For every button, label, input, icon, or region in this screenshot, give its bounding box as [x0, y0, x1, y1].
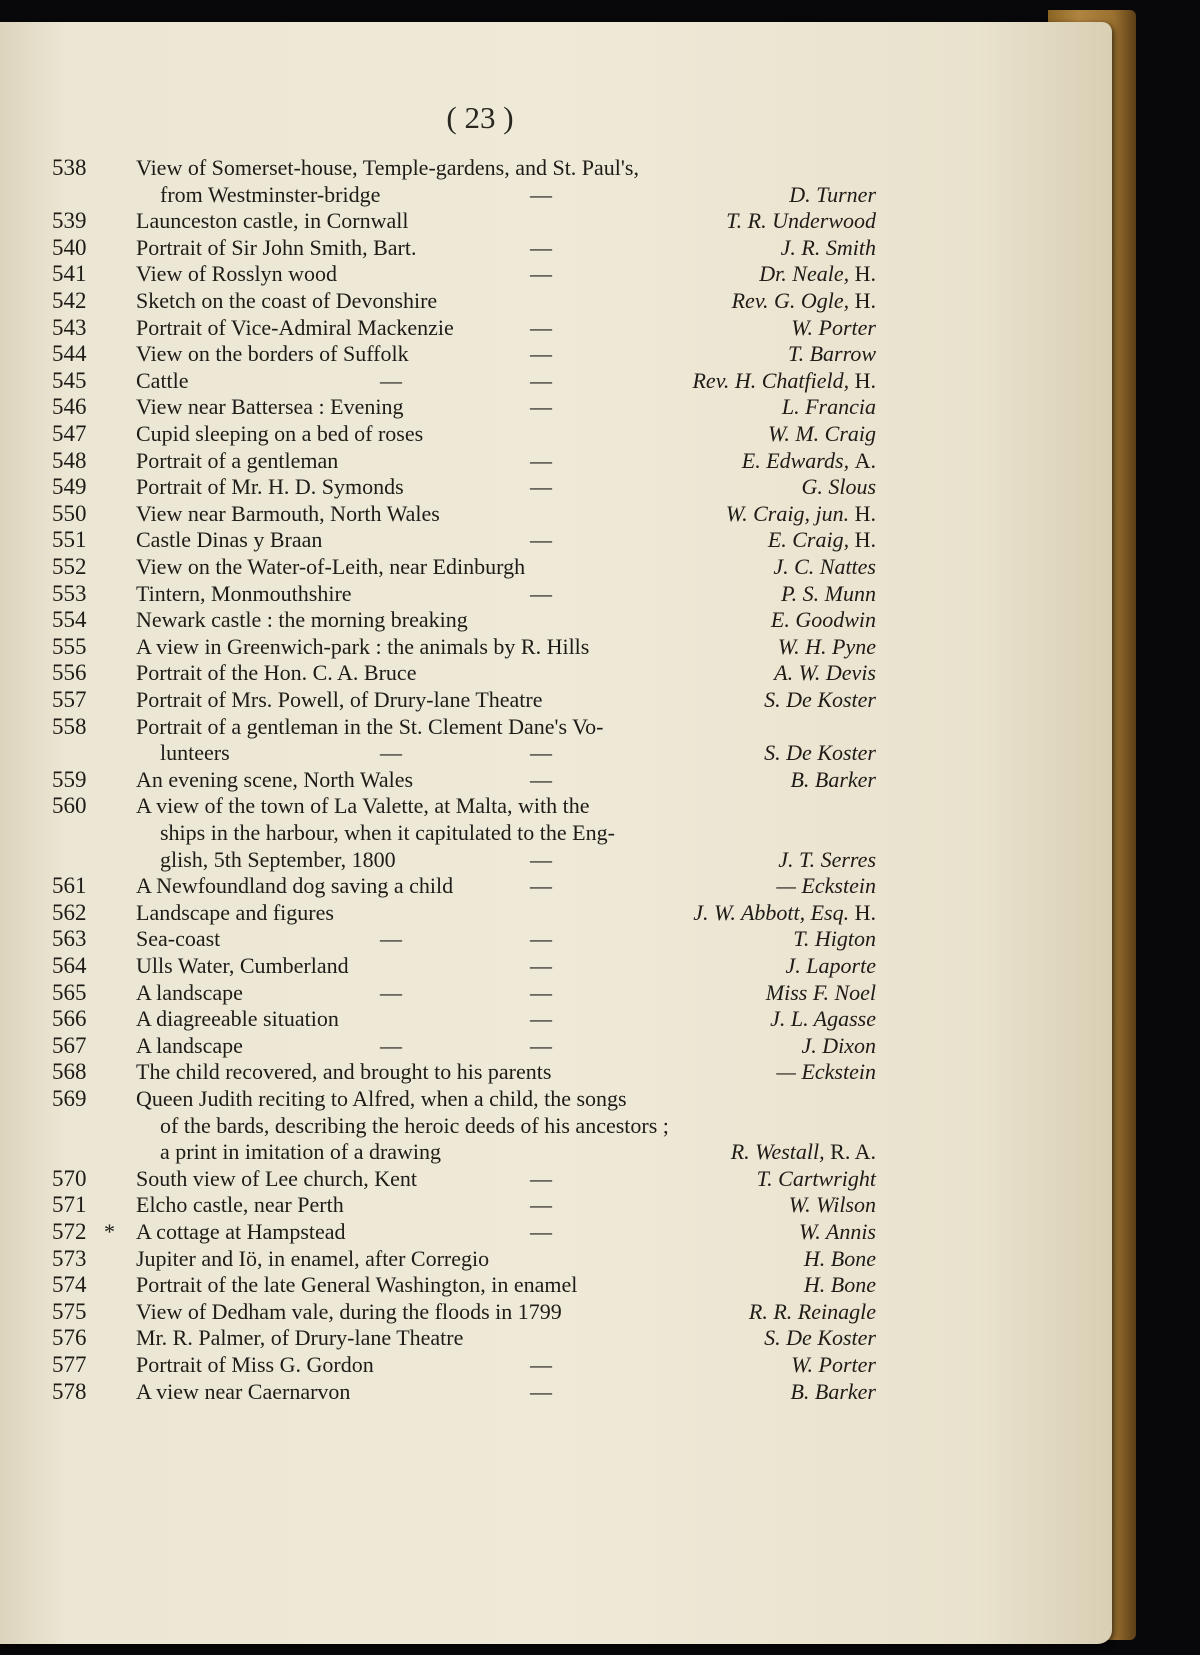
artist-name: W. Craig, jun.: [725, 500, 850, 526]
artist-name: S. De Koster: [764, 740, 876, 766]
catalogue-entry: [0, 526, 1112, 553]
entry-dash: —: [530, 394, 552, 420]
entry-number: 551: [52, 527, 87, 553]
entry-dash: —: [530, 474, 552, 500]
entry-artist: [774, 659, 876, 687]
artist-name: W. M. Craig: [768, 421, 876, 446]
entry-artist: [773, 553, 876, 581]
entry-artist: [789, 181, 876, 209]
catalogue-entry: [0, 633, 1112, 660]
entry-number: 556: [52, 660, 87, 686]
entry-title: View of Dedham vale, during the floods in 1799: [136, 1298, 562, 1324]
entry-title: Castle Dinas y Braan: [136, 527, 323, 553]
entry-dash: —: [530, 1032, 552, 1058]
catalogue-entry: [0, 1298, 1112, 1325]
entry-number: 572: [52, 1219, 87, 1244]
entry-title: A cottage at Hampstead: [136, 1219, 346, 1244]
catalogue-entry: [0, 473, 1112, 500]
entry-artist: [781, 580, 876, 608]
entry-artist: [801, 1032, 876, 1060]
entry-artist: [791, 1351, 876, 1379]
entry-title: An evening scene, North Wales: [136, 766, 414, 792]
entry-artist: [786, 952, 876, 980]
artist-honour: H.: [854, 527, 876, 553]
artist-name: W. Porter: [791, 314, 876, 340]
artist-name: R. R. Reinagle: [748, 1298, 876, 1324]
entry-dash: —: [530, 1352, 552, 1377]
catalogue-entry: [0, 500, 1112, 527]
entry-dash: —: [530, 953, 552, 978]
catalogue-entry: [0, 713, 1112, 766]
entry-number: 567: [52, 1032, 87, 1058]
entry-artist: [766, 979, 876, 1007]
artist-name: Miss F. Noel: [765, 979, 876, 1005]
entry-number: 542: [52, 288, 87, 313]
entry-dash: —: [530, 740, 552, 766]
catalogue-entry: [0, 1032, 1112, 1059]
artist-name: D. Turner: [789, 181, 876, 207]
entry-title: Portrait of a gentleman in the St. Clement Dane's Vo-: [136, 713, 604, 739]
entry-artist: [726, 207, 876, 235]
entry-artist: [776, 872, 876, 900]
catalogue-entry: [0, 340, 1112, 367]
artist-honour: H.: [854, 367, 876, 393]
catalogue-entry: [0, 393, 1112, 420]
entry-artist: [790, 1378, 876, 1406]
entry-artist: [731, 1138, 876, 1166]
catalogue-entry: [0, 686, 1112, 713]
artist-name: W. Wilson: [788, 1192, 876, 1218]
entry-dash: —: [530, 447, 552, 473]
artist-name: B. Barker: [790, 766, 876, 792]
artist-honour: R. A.: [830, 1139, 876, 1165]
entry-artist: [804, 1245, 876, 1273]
entry-dash: —: [530, 527, 552, 553]
artist-name: J. R. Smith: [780, 234, 876, 260]
entry-artist: [732, 287, 876, 315]
catalogue-entry: [0, 872, 1112, 899]
catalogue-entry: [0, 1271, 1112, 1298]
entry-dash: —: [380, 979, 402, 1005]
entry-title-continuation: lunteers: [160, 740, 230, 766]
entry-number: 575: [52, 1298, 87, 1324]
entry-artist: [804, 1271, 876, 1299]
entry-artist: [776, 1058, 876, 1086]
artist-name: E. Edwards,: [741, 447, 850, 473]
entry-title: Portrait of the late General Washington, in enamel: [136, 1272, 578, 1298]
entry-title: Portrait of Mr. H. D. Symonds: [136, 474, 404, 500]
entry-title: Portrait of the Hon. C. A. Bruce: [136, 660, 417, 686]
entry-artist: [768, 420, 876, 448]
entry-title: A view of the town of La Valette, at Malta, with the: [136, 793, 590, 819]
entry-number: 545: [52, 367, 87, 393]
artist-name: J. T. Serres: [778, 846, 876, 872]
entry-title-continuation: a print in imitation of a drawing: [160, 1139, 442, 1165]
catalogue-entry: [0, 447, 1112, 474]
catalogue-entry: [0, 606, 1112, 633]
entry-number: 570: [52, 1165, 87, 1191]
entry-artist: [749, 1298, 876, 1326]
artist-honour: H.: [854, 261, 876, 287]
entry-number: 553: [52, 580, 87, 606]
entry-title-continuation: from Westminster-bridge: [160, 181, 381, 207]
entry-number: 576: [52, 1325, 87, 1351]
entry-number: 560: [52, 793, 87, 819]
entry-title: Cattle: [136, 367, 189, 393]
catalogue-entry: [0, 1218, 1112, 1245]
entry-title: A view in Greenwich-park : the animals by R. Hills: [136, 633, 590, 659]
entry-number: 562: [52, 899, 87, 925]
catalogue-entry: [0, 1324, 1112, 1351]
page-number: ( 23 ): [446, 100, 514, 135]
entry-number: 569: [52, 1086, 87, 1111]
entry-number: 577: [52, 1352, 87, 1377]
catalogue-entry: [0, 1165, 1112, 1192]
entry-dash: —: [380, 1032, 402, 1058]
entry-title: View on the Water-of-Leith, near Edinburgh: [136, 554, 526, 579]
entry-dash: —: [530, 1378, 552, 1404]
entry-dash: —: [530, 314, 552, 340]
entry-number: 558: [52, 713, 87, 739]
artist-honour: H.: [854, 500, 876, 526]
entry-title: Jupiter and Iö, in enamel, after Corregio: [136, 1245, 490, 1271]
entry-dash: —: [530, 580, 552, 606]
entry-title: A view near Caernarvon: [136, 1378, 351, 1404]
entry-title: Portrait of a gentleman: [136, 447, 339, 473]
entry-title-continuation: of the bards, describing the heroic deeds of his ancestors ;: [160, 1112, 669, 1138]
entry-dash: —: [380, 367, 402, 393]
entry-artist: [764, 686, 876, 714]
entry-artist: [771, 606, 876, 634]
entry-number: 548: [52, 447, 87, 473]
entry-artist: [788, 340, 876, 368]
entry-artist: [692, 367, 876, 395]
entry-title-continuation: glish, 5th September, 1800: [160, 846, 396, 872]
entry-dash: —: [530, 367, 552, 393]
entry-title: Portrait of Vice-Admiral Mackenzie: [136, 314, 454, 340]
artist-name: T. Higton: [793, 926, 876, 952]
entry-dash: —: [530, 846, 552, 872]
catalogue-entry: [0, 1378, 1112, 1405]
artist-name: — Eckstein: [776, 873, 876, 899]
catalogue-entry: [0, 659, 1112, 686]
artist-name: S. De Koster: [764, 1325, 876, 1351]
entry-number: 564: [52, 953, 87, 978]
artist-name: W. Annis: [798, 1219, 876, 1244]
entry-title: Sketch on the coast of Devonshire: [136, 288, 438, 313]
entry-title: Landscape and figures: [136, 899, 334, 925]
artist-honour: H.: [854, 899, 876, 925]
entry-number: 574: [52, 1272, 87, 1298]
entry-number: 555: [52, 633, 87, 659]
entry-title: Portrait of Miss G. Gordon: [136, 1352, 374, 1377]
artist-name: T. Barrow: [787, 341, 876, 367]
entry-title: A landscape: [136, 1032, 243, 1058]
entry-title: Mr. R. Palmer, of Drury-lane Theatre: [136, 1325, 464, 1351]
entry-number: 539: [52, 208, 87, 234]
entry-dash: —: [530, 1192, 552, 1218]
entry-number: 557: [52, 687, 87, 712]
entry-number: 552: [52, 554, 87, 579]
catalogue-entry: [0, 1085, 1112, 1165]
entry-number: 546: [52, 394, 87, 420]
entry-number: 559: [52, 766, 87, 792]
entry-title-continuation: ships in the harbour, when it capitulated to the Eng-: [160, 819, 615, 845]
entry-artist: [801, 473, 876, 501]
artist-name: H. Bone: [803, 1272, 876, 1298]
entry-number: 543: [52, 314, 87, 340]
entry-title: A diagreeable situation: [136, 1006, 339, 1032]
entry-number: 561: [52, 873, 87, 899]
entry-artist: [693, 899, 876, 927]
entry-dash: —: [530, 1219, 552, 1244]
artist-name: A. W. Devis: [774, 660, 876, 686]
entry-dash: —: [380, 926, 402, 952]
artist-honour: A.: [854, 447, 876, 473]
artist-name: — Eckstein: [776, 1059, 876, 1085]
artist-name: Rev. H. Chatfield,: [692, 367, 850, 393]
entry-artist: [764, 1324, 876, 1352]
catalogue-entry: [0, 420, 1112, 447]
artist-name: E. Craig,: [767, 527, 850, 553]
entry-artist: [742, 447, 876, 475]
catalogue-entry: [0, 314, 1112, 341]
entry-title: View of Rosslyn wood: [136, 261, 337, 287]
catalogue-entry: [0, 367, 1112, 394]
artist-name: Dr. Neale,: [759, 261, 850, 287]
artist-name: J. Dixon: [801, 1032, 876, 1058]
entry-number: 544: [52, 341, 87, 367]
artist-name: J. L. Agasse: [770, 1006, 876, 1032]
catalogue-entry: [0, 792, 1112, 872]
entry-dash: —: [530, 261, 552, 287]
catalogue-entry: [0, 1005, 1112, 1032]
entry-artist: [778, 633, 876, 661]
catalogue-entry: [0, 952, 1112, 979]
entry-number: 547: [52, 421, 87, 446]
entry-title: Sea-coast: [136, 926, 221, 952]
entry-artist: [791, 314, 876, 342]
artist-name: S. De Koster: [764, 687, 876, 712]
artist-name: G. Slous: [801, 474, 876, 500]
entry-dash: —: [530, 1165, 552, 1191]
entry-artist: [759, 260, 876, 288]
entry-title: Launceston castle, in Cornwall: [136, 208, 409, 234]
entry-number: 578: [52, 1378, 87, 1404]
catalogue-entry: [0, 580, 1112, 607]
catalogue-entry: [0, 154, 1112, 207]
entry-title: Cupid sleeping on a bed of roses: [136, 421, 424, 446]
artist-name: T. R. Underwood: [726, 208, 876, 234]
entry-number: 565: [52, 979, 87, 1005]
entry-dash: —: [530, 979, 552, 1005]
entry-dash: —: [380, 740, 402, 766]
artist-name: T. Cartwright: [756, 1165, 876, 1191]
entry-title: View near Battersea : Evening: [136, 394, 404, 420]
entry-artist: [781, 234, 876, 262]
entry-artist: [768, 526, 876, 554]
entry-title: Elcho castle, near Perth: [136, 1192, 344, 1218]
entry-asterisk: *: [104, 1219, 115, 1244]
entry-dash: —: [530, 341, 552, 367]
artist-name: J. W. Abbott, Esq.: [693, 899, 850, 925]
catalogue-list: [0, 22, 1112, 1644]
artist-name: J. Laporte: [785, 953, 876, 978]
artist-honour: H.: [854, 288, 876, 313]
catalogue-entry: [0, 260, 1112, 287]
entry-number: 566: [52, 1006, 87, 1032]
entry-number: 563: [52, 926, 87, 952]
entry-artist: [782, 393, 876, 421]
entry-artist: [799, 1218, 876, 1246]
entry-title: Tintern, Monmouthshire: [136, 580, 352, 606]
entry-number: 571: [52, 1192, 87, 1218]
catalogue-entry: [0, 766, 1112, 793]
entry-title: View on the borders of Suffolk: [136, 341, 409, 367]
entry-artist: [790, 766, 876, 794]
entry-number: 573: [52, 1245, 87, 1271]
entry-number: 541: [52, 261, 87, 287]
artist-name: B. Barker: [790, 1378, 876, 1404]
entry-number: 550: [52, 500, 87, 526]
entry-dash: —: [530, 234, 552, 260]
catalogue-entry: [0, 899, 1112, 926]
entry-artist: [789, 1191, 876, 1219]
book-page: [0, 22, 1112, 1644]
entry-artist: [770, 1005, 876, 1033]
catalogue-entry: [0, 234, 1112, 261]
entry-dash: —: [530, 873, 552, 899]
catalogue-entry: [0, 925, 1112, 952]
entry-title: South view of Lee church, Kent: [136, 1165, 418, 1191]
entry-title: Ulls Water, Cumberland: [136, 953, 349, 978]
entry-title: View of Somerset-house, Temple-gardens, and St. Paul's,: [136, 155, 639, 180]
catalogue-entry: [0, 979, 1112, 1006]
entry-title: A landscape: [136, 979, 243, 1005]
entry-artist: [764, 739, 876, 767]
entry-title: Portrait of Sir John Smith, Bart.: [136, 234, 417, 260]
artist-name: P. S. Munn: [781, 580, 876, 606]
catalogue-entry: [0, 1058, 1112, 1085]
entry-number: 554: [52, 607, 87, 633]
catalogue-entry: [0, 1245, 1112, 1272]
artist-name: W. H. Pyne: [777, 633, 876, 659]
entry-dash: —: [530, 766, 552, 792]
artist-name: H. Bone: [803, 1245, 876, 1271]
entry-dash: —: [530, 926, 552, 952]
catalogue-entry: [0, 207, 1112, 234]
entry-artist: [726, 500, 876, 528]
entry-title: View near Barmouth, North Wales: [136, 500, 440, 526]
catalogue-entry: [0, 1351, 1112, 1378]
entry-number: 549: [52, 474, 87, 500]
entry-artist: [757, 1165, 876, 1193]
entry-title: Newark castle : the morning breaking: [136, 607, 468, 633]
entry-title: Queen Judith reciting to Alfred, when a child, the songs: [136, 1086, 627, 1111]
entry-artist: [793, 925, 876, 953]
entry-title: A Newfoundland dog saving a child: [136, 873, 454, 899]
catalogue-entry: [0, 553, 1112, 580]
artist-name: E. Goodwin: [770, 607, 876, 633]
artist-name: R. Westall,: [730, 1139, 825, 1165]
artist-name: J. C. Nattes: [773, 554, 876, 579]
entry-number: 568: [52, 1059, 87, 1085]
entry-dash: —: [530, 1006, 552, 1032]
catalogue-entry: [0, 1191, 1112, 1218]
entry-title: The child recovered, and brought to his parents: [136, 1059, 552, 1085]
artist-name: L. Francia: [781, 394, 876, 420]
entry-title: Portrait of Mrs. Powell, of Drury-lane Theatre: [136, 687, 543, 712]
artist-name: Rev. G. Ogle,: [731, 288, 850, 313]
catalogue-entry: [0, 287, 1112, 314]
entry-number: 538: [52, 155, 87, 180]
entry-dash: —: [530, 181, 552, 207]
artist-name: W. Porter: [791, 1352, 876, 1377]
entry-number: 540: [52, 234, 87, 260]
entry-artist: [778, 846, 876, 874]
